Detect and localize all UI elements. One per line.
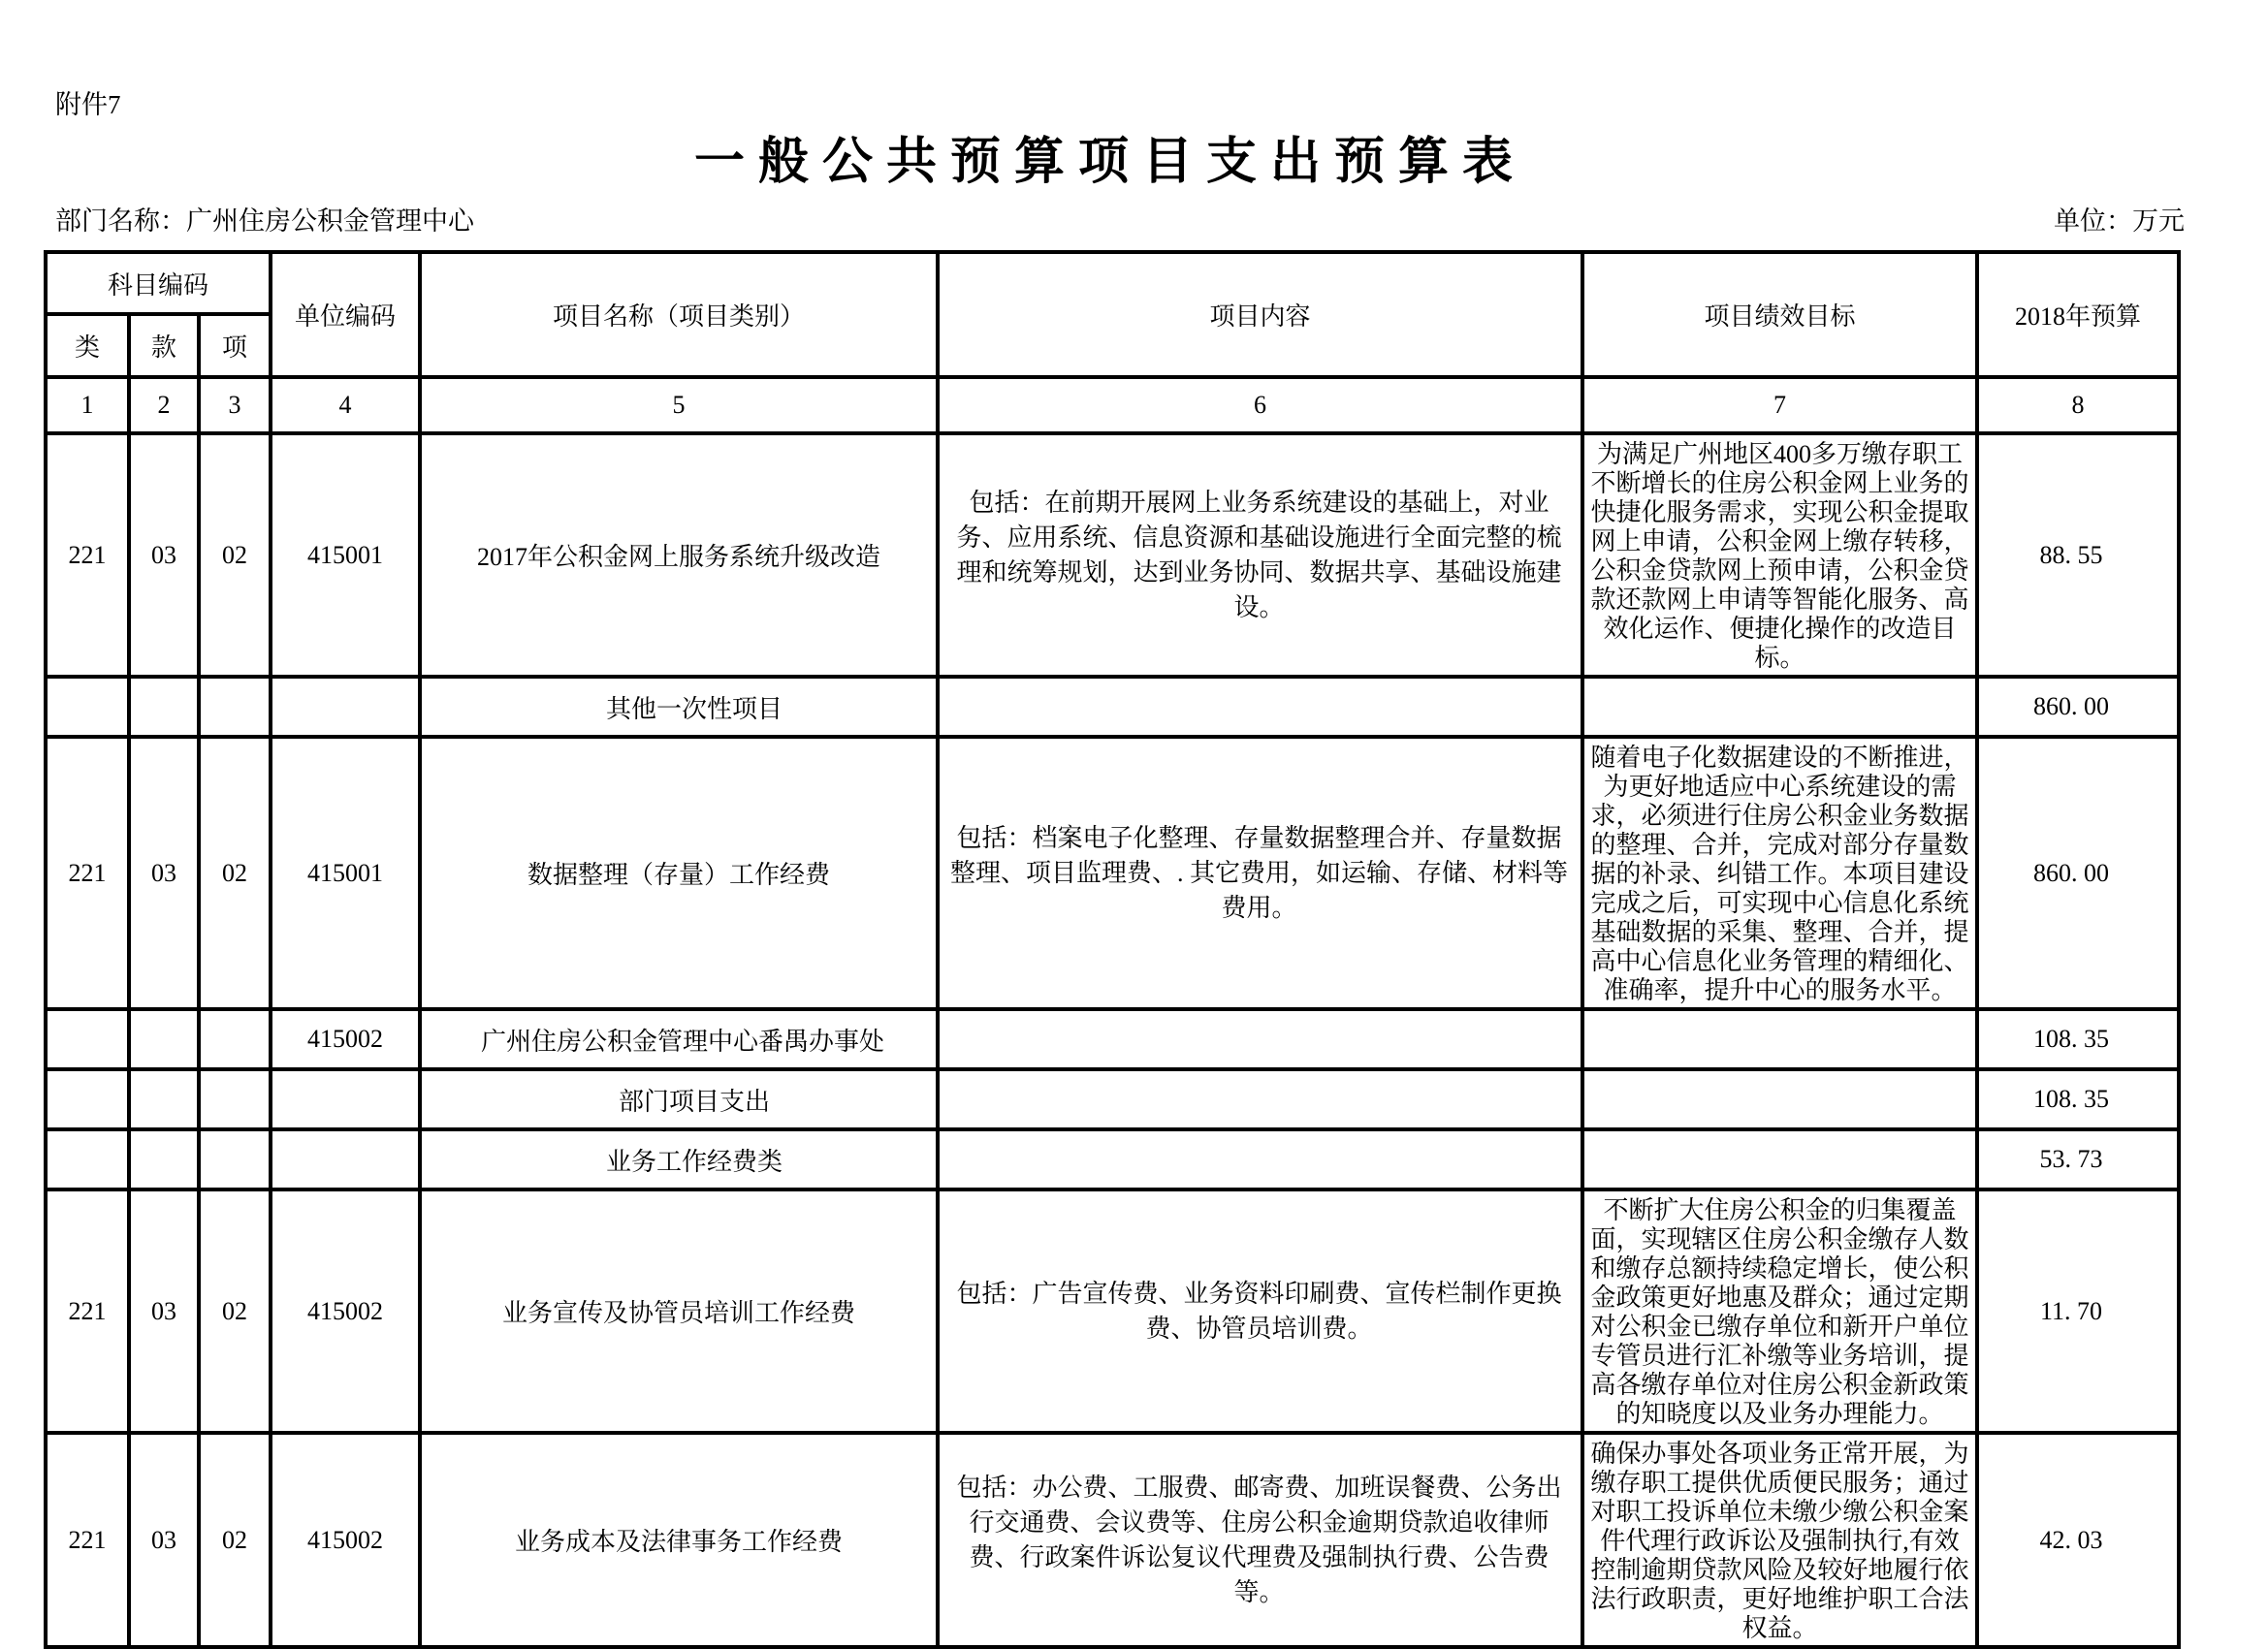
cell-item: 02: [199, 737, 271, 1009]
cell-project-content: 包括：在前期开展网上业务系统建设的基础上，对业务、应用系统、信息资源和基础设施进行全面完整的梳理和统筹规划，达到业务协同、数据共享、基础设施建设。: [938, 433, 1582, 677]
cell-project-name: 数据整理（存量）工作经费: [420, 737, 938, 1009]
header-unit-code: 单位编码: [271, 252, 420, 377]
cell-project-name: 业务成本及法律事务工作经费: [420, 1433, 938, 1647]
header-subject-code: 科目编码: [46, 252, 271, 314]
cell-item: [199, 1129, 271, 1189]
header-performance-target: 项目绩效目标: [1582, 252, 1977, 377]
cell-item: [199, 677, 271, 737]
cell-unit-code: [271, 1069, 420, 1129]
col-number-7: 7: [1582, 377, 1977, 433]
cell-unit-code: [271, 677, 420, 737]
cell-budget: 108. 35: [1977, 1009, 2179, 1069]
cell-unit-code: 415001: [271, 433, 420, 677]
cell-project-name: 其他一次性项目: [420, 677, 938, 737]
header-project-content: 项目内容: [938, 252, 1582, 377]
col-number-4: 4: [271, 377, 420, 433]
header-budget-2018: 2018年预算: [1977, 252, 2179, 377]
cell-budget: 860. 00: [1977, 737, 2179, 1009]
cell-performance-target: [1582, 1009, 1977, 1069]
cell-performance-target: 不断扩大住房公积金的归集覆盖面，实现辖区住房公积金缴存人数和缴存总额持续稳定增长，使公积金政策更好地惠及群众；通过定期对公积金已缴存单位和新开户单位专管员进行汇补缴等业务培训，提高各缴存单位对住房公积金新政策的知晓度以及业务办理能力。: [1582, 1189, 1977, 1433]
cell-project-content: [938, 677, 1582, 737]
col-number-8: 8: [1977, 377, 2179, 433]
col-number-1: 1: [46, 377, 129, 433]
cell-performance-target: [1582, 677, 1977, 737]
cell-category: [46, 1009, 129, 1069]
cell-category: [46, 1129, 129, 1189]
table-row: [46, 1189, 2179, 1433]
header-category: 类: [46, 314, 129, 377]
col-number-2: 2: [129, 377, 199, 433]
cell-section: 03: [129, 737, 199, 1009]
cell-category: [46, 1069, 129, 1129]
cell-budget: 42. 03: [1977, 1433, 2179, 1647]
cell-category: 221: [46, 433, 129, 677]
cell-unit-code: 415002: [271, 1009, 420, 1069]
cell-budget: 53. 73: [1977, 1129, 2179, 1189]
cell-budget: 860. 00: [1977, 677, 2179, 737]
cell-category: 221: [46, 1189, 129, 1433]
cell-project-content: [938, 1009, 1582, 1069]
cell-project-content: [938, 1069, 1582, 1129]
header-project-name: 项目名称（项目类别）: [420, 252, 938, 377]
cell-category: [46, 677, 129, 737]
cell-section: 03: [129, 1433, 199, 1647]
cell-item: [199, 1069, 271, 1129]
cell-unit-code: [271, 1129, 420, 1189]
cell-project-name: 部门项目支出: [420, 1069, 938, 1129]
cell-project-content: [938, 1129, 1582, 1189]
unit-label: 单位：万元: [2054, 206, 2185, 236]
department-name: 部门名称：广州住房公积金管理中心: [55, 206, 474, 236]
budget-table: [44, 250, 2181, 1649]
table-row: [46, 1009, 2179, 1069]
table-row: [46, 737, 2179, 1009]
cell-category: 221: [46, 1433, 129, 1647]
cell-section: [129, 1129, 199, 1189]
cell-unit-code: 415001: [271, 737, 420, 1009]
cell-budget: 108. 35: [1977, 1069, 2179, 1129]
table-row: [46, 677, 2179, 737]
cell-item: 02: [199, 433, 271, 677]
cell-unit-code: 415002: [271, 1189, 420, 1433]
cell-item: 02: [199, 1189, 271, 1433]
cell-budget: 11. 70: [1977, 1189, 2179, 1433]
table-row: [46, 1129, 2179, 1189]
page-title: 一般公共预算项目支出预算表: [693, 133, 1526, 191]
cell-section: [129, 1069, 199, 1129]
cell-project-name: 2017年公积金网上服务系统升级改造: [420, 433, 938, 677]
cell-item: [199, 1009, 271, 1069]
cell-performance-target: [1582, 1069, 1977, 1129]
cell-section: 03: [129, 433, 199, 677]
cell-category: 221: [46, 737, 129, 1009]
cell-budget: 88. 55: [1977, 433, 2179, 677]
col-number-3: 3: [199, 377, 271, 433]
cell-performance-target: [1582, 1129, 1977, 1189]
cell-project-content: 包括：广告宣传费、业务资料印刷费、宣传栏制作更换费、协管员培训费。: [938, 1189, 1582, 1433]
header-item: 项: [199, 314, 271, 377]
cell-unit-code: 415002: [271, 1433, 420, 1647]
cell-project-name: 业务工作经费类: [420, 1129, 938, 1189]
header-row-top: [46, 252, 2179, 314]
cell-performance-target: 为满足广州地区400多万缴存职工不断增长的住房公积金网上业务的快捷化服务需求，实现公积金提取网上申请，公积金网上缴存转移，公积金贷款网上预申请，公积金贷款还款网上申请等智能化服务、高效化运作、便捷化操作的改造目标。: [1582, 433, 1977, 677]
cell-section: [129, 677, 199, 737]
cell-section: 03: [129, 1189, 199, 1433]
cell-project-name: 业务宣传及协管员培训工作经费: [420, 1189, 938, 1433]
attachment-label: 附件7: [55, 90, 121, 119]
col-number-6: 6: [938, 377, 1582, 433]
table-row: [46, 433, 2179, 677]
cell-project-content: 包括：办公费、工服费、邮寄费、加班误餐费、公务出行交通费、会议费等、住房公积金逾期贷款追收律师费、行政案件诉讼复议代理费及强制执行费、公告费等。: [938, 1433, 1582, 1647]
cell-item: 02: [199, 1433, 271, 1647]
cell-project-content: 包括：档案电子化整理、存量数据整理合并、存量数据整理、项目监理费、. 其它费用，如运输、存储、材料等费用。: [938, 737, 1582, 1009]
cell-performance-target: 确保办事处各项业务正常开展，为缴存职工提供优质便民服务；通过对职工投诉单位未缴少缴公积金案件代理行政诉讼及强制执行,有效控制逾期贷款风险及较好地履行依法行政职责，更好地维护职工合法权益。: [1582, 1433, 1977, 1647]
col-number-5: 5: [420, 377, 938, 433]
column-number-row: [46, 377, 2179, 433]
cell-project-name: 广州住房公积金管理中心番禺办事处: [420, 1009, 938, 1069]
cell-performance-target: 随着电子化数据建设的不断推进，为更好地适应中心系统建设的需求，必须进行住房公积金业务数据的整理、合并，完成对部分存量数据的补录、纠错工作。本项目建设完成之后，可实现中心信息化系统基础数据的采集、整理、合并，提高中心信息化业务管理的精细化、准确率，提升中心的服务水平。: [1582, 737, 1977, 1009]
cell-section: [129, 1009, 199, 1069]
table-row: [46, 1069, 2179, 1129]
table-row: [46, 1433, 2179, 1647]
header-section: 款: [129, 314, 199, 377]
